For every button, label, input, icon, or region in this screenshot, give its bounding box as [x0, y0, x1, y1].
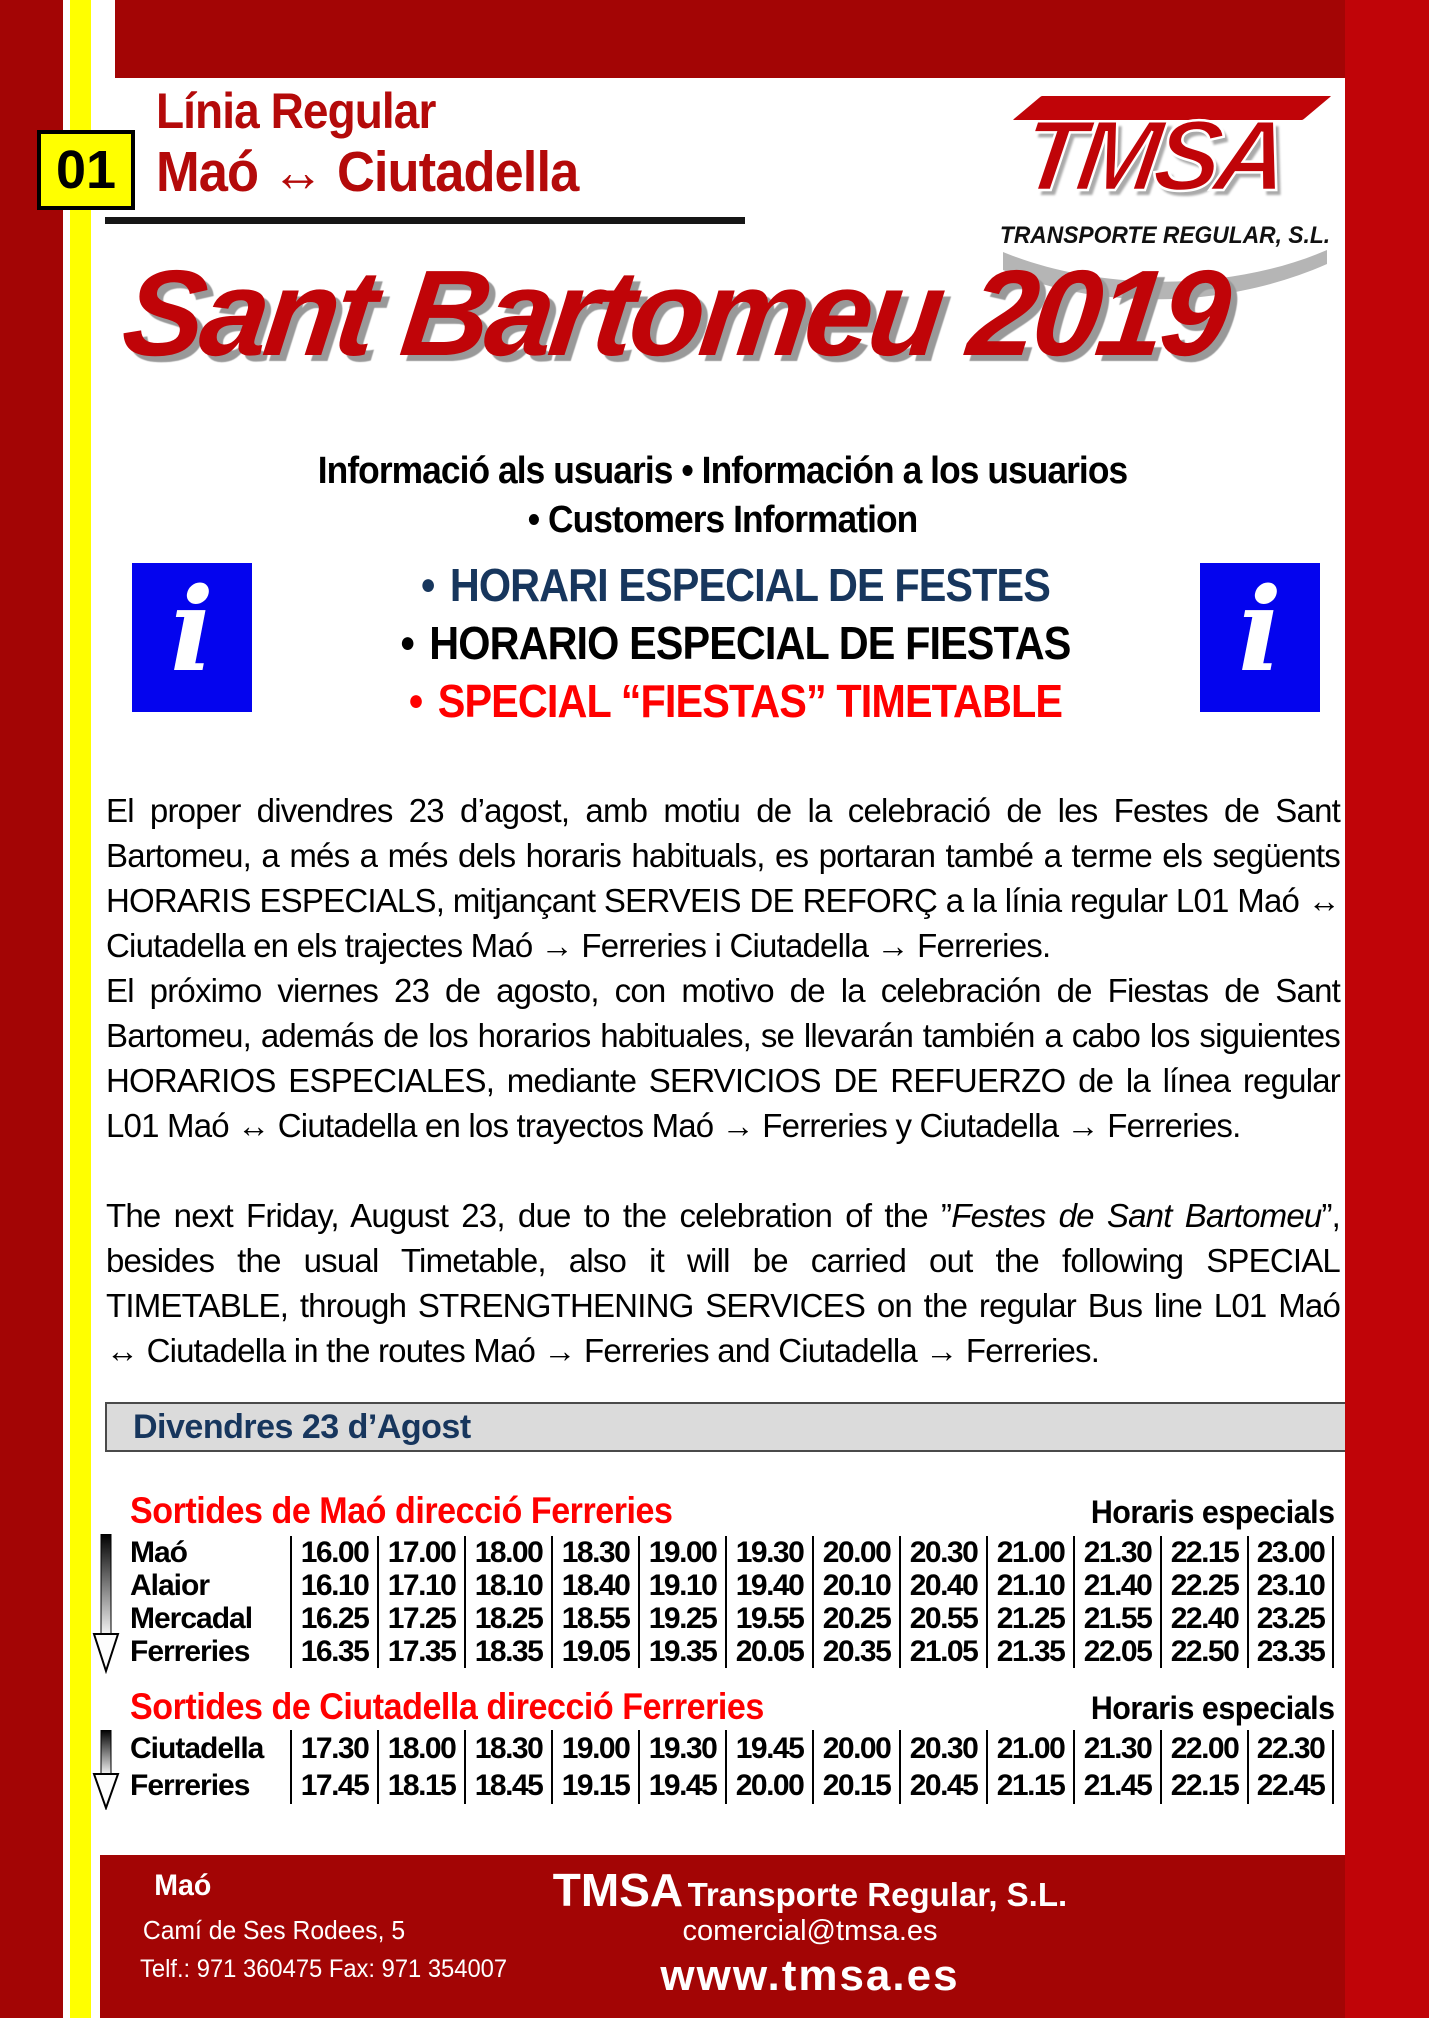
top-red-bar [115, 0, 1429, 78]
time-cell: 22.45 [1247, 1767, 1334, 1804]
time-cell: 21.55 [1073, 1602, 1160, 1635]
time-cell: 22.15 [1160, 1767, 1247, 1804]
time-cell: 20.00 [725, 1767, 812, 1804]
footer-office-address: Camí de Ses Rodees, 5 [142, 1915, 406, 1945]
footer-company-wordmark: TMSA [552, 1864, 684, 1916]
time-cell: 17.25 [377, 1602, 464, 1635]
time-cell: 22.15 [1160, 1536, 1247, 1569]
timetable1-heading: Sortides de Maó direcció Ferreries [130, 1490, 673, 1531]
time-cell: 18.15 [377, 1767, 464, 1804]
time-cell: 22.05 [1073, 1635, 1160, 1668]
time-cell: 20.25 [812, 1602, 899, 1635]
time-cell: 20.00 [812, 1730, 899, 1767]
time-cell: 20.45 [899, 1767, 986, 1804]
time-cell: 18.30 [464, 1730, 551, 1767]
tmsa-logo-wordmark: TMSA [1015, 100, 1291, 212]
bullet-text: HORARIO ESPECIAL DE FIESTAS [429, 617, 1071, 669]
time-cell: 17.35 [377, 1635, 464, 1668]
time-cell: 17.45 [290, 1767, 377, 1804]
timetable1-note: Horaris especials [1091, 1494, 1335, 1530]
paragraph-english-pre: The next Friday, August 23, due to the celebration of the ” [106, 1197, 952, 1234]
time-cell: 19.00 [551, 1730, 638, 1767]
time-cell: 20.10 [812, 1569, 899, 1602]
stop-name: Ferreries [130, 1634, 250, 1668]
time-cell: 21.25 [986, 1602, 1073, 1635]
stop-name: Alaior [130, 1568, 210, 1602]
time-cell: 18.40 [551, 1569, 638, 1602]
time-cell: 18.00 [464, 1536, 551, 1569]
time-cell: 17.10 [377, 1569, 464, 1602]
line-number-badge: 01 [37, 130, 135, 210]
paragraph-spanish: El próximo viernes 23 de agosto, con motivo de la celebración de Fiestas de Sant Bartomeu, además de los horarios habituales, se llevarán también a cabo los siguientes HORARIOS ESPECIALES, mediante SERVICIOS DE REFUERZO de la línea regular L01 Maó ↔ Ciutadella en los trayectos Maó → Ferreries y Ciutadella → Ferreries. [106, 972, 1340, 1144]
time-cell: 19.30 [638, 1730, 725, 1767]
time-cell: 23.35 [1247, 1635, 1334, 1668]
timetable-row [130, 1730, 1334, 1767]
time-cell: 19.45 [638, 1767, 725, 1804]
down-arrow-icon [92, 1534, 122, 1674]
subtitle-line2: • Customers Information [527, 499, 918, 541]
time-cell: 20.55 [899, 1602, 986, 1635]
bullet-dot-icon: ● [407, 684, 424, 717]
time-cell: 19.40 [725, 1569, 812, 1602]
bullet-dot-icon: ● [420, 568, 436, 601]
time-cell: 21.40 [1073, 1569, 1160, 1602]
route-header-line1: Línia Regular [156, 83, 436, 139]
time-cell: 18.55 [551, 1602, 638, 1635]
info-i-icon: i [170, 563, 214, 698]
paragraph-catalan: El proper divendres 23 d’agost, amb motiu de la celebració de les Festes de Sant Bartomeu, a més a més dels horaris habituals, es portaran també a terme els següents HORARIS ESPECIALS, mitjançant SERVEIS DE REFORÇ a la línia regular L01 Maó ↔ Ciutadella en els trajectes Maó → Ferreries i Ciutadella → Ferreries. [106, 792, 1340, 964]
time-cell: 20.15 [812, 1767, 899, 1804]
yellow-stripe [70, 0, 91, 2018]
time-cell: 20.05 [725, 1635, 812, 1668]
footer-email: comercial@tmsa.es [682, 1915, 938, 1947]
timetable-row [130, 1569, 1334, 1602]
timetable2-note: Horaris especials [1091, 1690, 1335, 1726]
time-cell: 17.00 [377, 1536, 464, 1569]
time-cell: 16.35 [290, 1635, 377, 1668]
time-cell: 19.05 [551, 1635, 638, 1668]
time-cell: 18.35 [464, 1635, 551, 1668]
time-cell: 19.25 [638, 1602, 725, 1635]
time-cell: 18.45 [464, 1767, 551, 1804]
time-cell: 18.25 [464, 1602, 551, 1635]
time-cell: 19.00 [638, 1536, 725, 1569]
time-cell: 18.30 [551, 1536, 638, 1569]
info-i-icon: i [1238, 563, 1282, 698]
right-red-border [1345, 0, 1429, 2018]
time-cell: 21.30 [1073, 1536, 1160, 1569]
time-cell: 20.30 [899, 1730, 986, 1767]
footer [100, 1855, 1429, 2018]
time-cell: 20.35 [812, 1635, 899, 1668]
info-bullets [268, 556, 1202, 730]
page-title: Sant Bartomeu 2019 [116, 245, 1234, 381]
time-cell: 22.30 [1247, 1730, 1334, 1767]
time-cell: 16.00 [290, 1536, 377, 1569]
time-cell: 18.00 [377, 1730, 464, 1767]
paragraph-english-italic: Festes de Sant Bartomeu [951, 1197, 1322, 1234]
time-cell: 19.35 [638, 1635, 725, 1668]
time-cell: 23.00 [1247, 1536, 1334, 1569]
time-cell: 16.10 [290, 1569, 377, 1602]
bullet-dot-icon: ● [399, 626, 415, 659]
time-cell: 21.15 [986, 1767, 1073, 1804]
info-icon-right [1200, 563, 1320, 712]
footer-office-city: Maó [154, 1869, 212, 1902]
time-cell: 22.40 [1160, 1602, 1247, 1635]
paragraph-english-post: ”, besides the usual Timetable, also it will be carried out the following SPECIAL TIMETABLE, through STRENGTHENING SERVICES on the regular Bus line L01 Maó ↔ Ciutadella in the routes Maó → Ferreries and Ciutadella → Ferreries. [106, 1197, 1340, 1369]
time-cell: 21.45 [1073, 1767, 1160, 1804]
footer-website: www.tmsa.es [660, 1951, 960, 2000]
tmsa-logo-caption: TRANSPORTE REGULAR, S.L. [999, 222, 1331, 249]
left-red-border [0, 0, 63, 2018]
down-arrow-icon [92, 1730, 122, 1810]
time-cell: 21.35 [986, 1635, 1073, 1668]
time-cell: 19.10 [638, 1569, 725, 1602]
time-cell: 21.30 [1073, 1730, 1160, 1767]
timetable-row [130, 1635, 1334, 1668]
route-header-line2: Maó ↔ Ciutadella [156, 140, 579, 204]
stop-name: Maó [130, 1535, 187, 1569]
footer-company-suffix: Transporte Regular, S.L. [687, 1876, 1068, 1913]
time-cell: 23.25 [1247, 1602, 1334, 1635]
time-cell: 22.00 [1160, 1730, 1247, 1767]
time-cell: 17.30 [290, 1730, 377, 1767]
route-header [156, 83, 579, 204]
timetable-row [130, 1602, 1334, 1635]
time-cell: 20.30 [899, 1536, 986, 1569]
footer-office-phone: Telf.: 971 360475 Fax: 971 354007 [140, 1955, 508, 1983]
timetable-row [130, 1536, 1334, 1569]
time-cell: 20.40 [899, 1569, 986, 1602]
info-bullet [315, 614, 1156, 672]
time-cell: 19.55 [725, 1602, 812, 1635]
subtitle-line1: Informació als usuaris • Información a los usuarios [317, 450, 1128, 492]
time-cell: 22.25 [1160, 1569, 1247, 1602]
time-cell: 20.00 [812, 1536, 899, 1569]
header-underline [105, 217, 745, 224]
time-cell: 16.25 [290, 1602, 377, 1635]
footer-company-name [450, 1863, 1170, 1917]
stop-name: Ciutadella [130, 1731, 264, 1765]
stop-name: Mercadal [130, 1601, 253, 1635]
bullet-text: HORARI ESPECIAL DE FESTES [449, 559, 1050, 611]
timetable2-heading: Sortides de Ciutadella direcció Ferreries [130, 1686, 764, 1727]
time-cell: 22.50 [1160, 1635, 1247, 1668]
time-cell: 19.45 [725, 1730, 812, 1767]
stop-name: Ferreries [130, 1768, 250, 1802]
time-cell: 21.10 [986, 1569, 1073, 1602]
info-bullet [315, 556, 1156, 614]
bullet-text: SPECIAL “FIESTAS” TIMETABLE [437, 675, 1063, 727]
timetable-mao-ferreries [130, 1536, 1334, 1668]
paragraph-english [106, 1193, 1340, 1373]
day-section-bar: Divendres 23 d’Agost [105, 1402, 1361, 1452]
timetable-row [130, 1767, 1334, 1804]
timetable-ciutadella-ferreries [130, 1730, 1334, 1804]
info-icon-left [132, 563, 252, 712]
time-cell: 21.00 [986, 1730, 1073, 1767]
time-cell: 23.10 [1247, 1569, 1334, 1602]
time-cell: 18.10 [464, 1569, 551, 1602]
time-cell: 21.00 [986, 1536, 1073, 1569]
time-cell: 19.15 [551, 1767, 638, 1804]
time-cell: 19.30 [725, 1536, 812, 1569]
info-bullet [315, 672, 1156, 730]
time-cell: 21.05 [899, 1635, 986, 1668]
